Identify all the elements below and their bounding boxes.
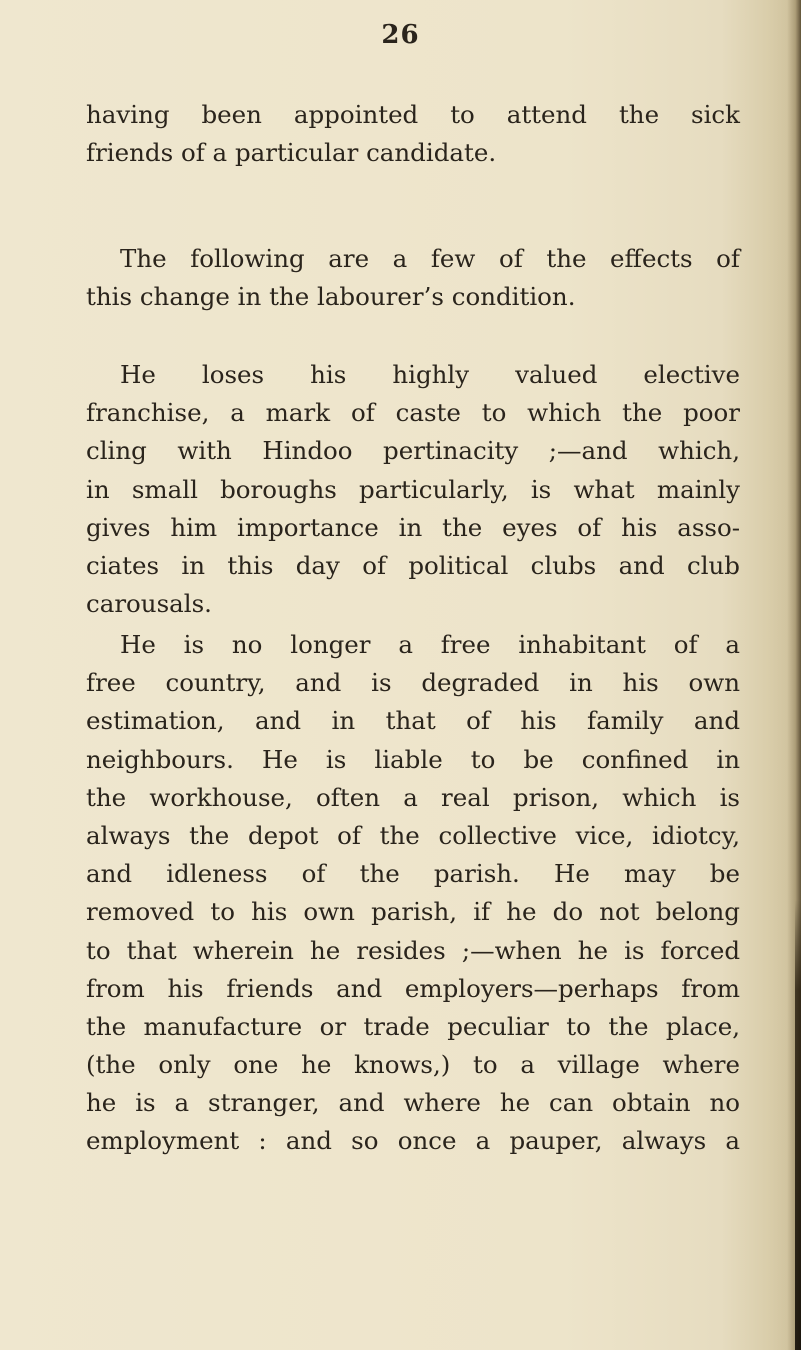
text-line: gives him importance in the eyes of his asso- — [86, 512, 740, 542]
paragraph-3 — [86, 356, 776, 623]
paragraph-2 — [86, 240, 776, 316]
text-line: He loses his highly valued elective — [120, 360, 740, 389]
text-line: estimation, and in that of his family and — [86, 706, 740, 736]
text-line: cling with Hindoo pertinacity ;—and which, — [86, 436, 740, 466]
text-line: neighbours. He is liable to be confined in — [86, 744, 740, 774]
text-line: and idleness of the parish. He may be — [86, 859, 740, 889]
page-number: 26 — [381, 20, 420, 50]
text-line: the workhouse, often a real prison, which is — [86, 782, 740, 812]
text-line: ciates in this day of political clubs and club — [86, 550, 740, 580]
paragraph-4 — [86, 626, 776, 1161]
text-line: friends of a particular candidate. — [86, 138, 497, 168]
page-edge-binding — [795, 900, 801, 1350]
paragraph-1 — [86, 96, 776, 172]
text-line: franchise, a mark of caste to which the poor — [86, 398, 740, 428]
text-line: having been appointed to attend the sick — [86, 100, 740, 129]
text-line: He is no longer a free inhabitant of a — [120, 630, 740, 659]
text-line: carousals. — [86, 589, 212, 619]
text-line: always the depot of the collective vice, idiotcy, — [86, 820, 740, 850]
text-line: in small boroughs particularly, is what mainly — [86, 474, 740, 504]
text-line: he is a stranger, and where he can obtain no — [86, 1088, 740, 1118]
text-line: removed to his own parish, if he do not belong — [86, 897, 740, 927]
text-line: the manufacture or trade peculiar to the place, — [86, 1011, 740, 1041]
text-line: from his friends and employers—perhaps from — [86, 973, 740, 1003]
text-line: employment : and so once a pauper, always a — [86, 1126, 740, 1156]
text-line: this change in the labourer’s condition. — [86, 282, 576, 312]
text-line: to that wherein he resides ;—when he is forced — [86, 935, 740, 965]
text-line: free country, and is degraded in his own — [86, 668, 740, 698]
text-line: (the only one he knows,) to a village where — [86, 1050, 740, 1080]
text-line: The following are a few of the effects of — [120, 244, 740, 273]
